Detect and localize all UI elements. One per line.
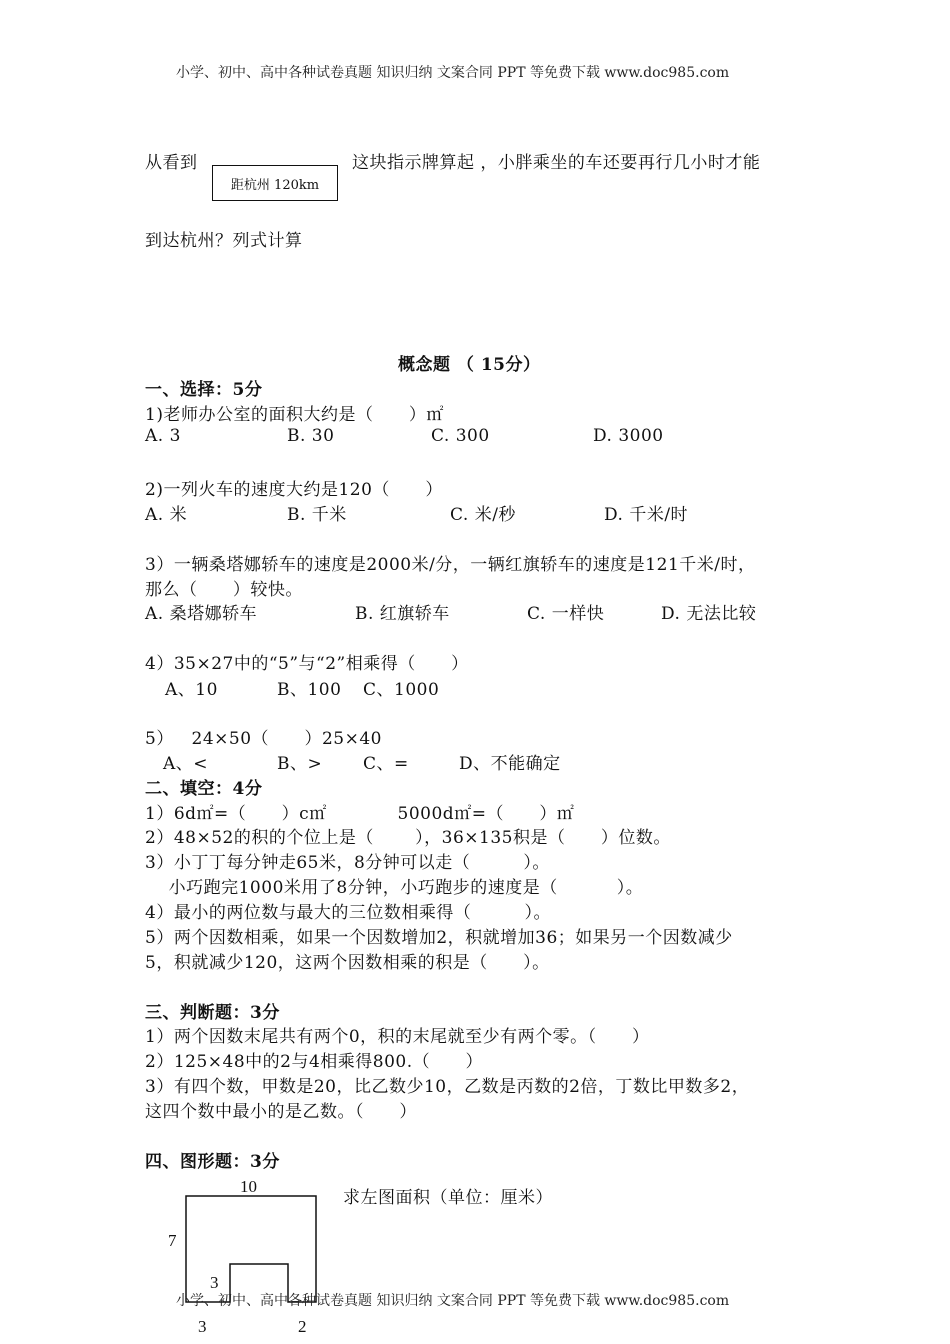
q1-stem: 1)老师办公室的面积大约是（ ）㎡ bbox=[145, 405, 444, 425]
concept-title: 概念题 （ 15分） bbox=[398, 355, 541, 375]
figure-prompt: 求左图面积（单位：厘米） bbox=[343, 1188, 553, 1208]
q4-option-b: B、100 bbox=[277, 680, 342, 700]
q3-stem2: 那么（ ）较快。 bbox=[145, 580, 303, 600]
q2-option-a: A. 米 bbox=[145, 505, 188, 525]
figure-label-left: 7 bbox=[168, 1231, 177, 1250]
fill-line-4: 小巧跑完1000米用了8分钟，小巧跑步的速度是（ ）。 bbox=[145, 878, 644, 898]
figure-outline bbox=[186, 1196, 316, 1302]
fill-line-5: 4）最小的两位数与最大的三位数相乘得（ ）。 bbox=[145, 903, 551, 923]
q1-option-b: B. 30 bbox=[287, 426, 335, 446]
judge-line-3: 3）有四个数，甲数是20，比乙数少10，乙数是丙数的2倍，丁数比甲数多2， bbox=[145, 1077, 750, 1097]
page-header: 小学、初中、高中各种试卷真题 知识归纳 文案合同 PPT 等免费下载 www.doc985.com bbox=[176, 65, 730, 81]
fill-line-1: 1）6d㎡=（ ）c㎡ 5000d㎡=（ ）㎡ bbox=[145, 804, 575, 824]
intro-post-sign: 这块指示牌算起 ，小胖乘坐的车还要再行几小时才能 bbox=[352, 153, 761, 173]
q4-option-a: A、10 bbox=[165, 680, 218, 700]
q4-option-c: C、1000 bbox=[363, 680, 440, 700]
q3-option-a: A. 桑塔娜轿车 bbox=[145, 604, 258, 624]
fill-line-2: 2）48×52的积的个位上是（ ），36×135积是（ ）位数。 bbox=[145, 828, 671, 848]
intro-pre-sign: 从看到 bbox=[145, 153, 198, 173]
intro-line2: 到达杭州？列式计算 bbox=[145, 231, 303, 251]
figure-label-bottom-right: 2 bbox=[298, 1317, 307, 1336]
distance-sign bbox=[212, 165, 338, 201]
judge-line-1: 1）两个因数末尾共有两个0，积的末尾就至少有两个零。（ ） bbox=[145, 1027, 650, 1047]
distance-sign-text: 距杭州 120km bbox=[230, 177, 320, 193]
section4-title: 四、图形题：3分 bbox=[145, 1152, 280, 1172]
section1-title: 一、选择：5分 bbox=[145, 380, 263, 400]
fill-line-3: 3）小丁丁每分钟走65米，8分钟可以走（ ）。 bbox=[145, 853, 550, 873]
q2-option-b: B. 千米 bbox=[287, 505, 347, 525]
q2-option-c: C. 米/秒 bbox=[450, 505, 516, 525]
fill-line-7: 5，积就减少120，这两个因数相乘的积是（ ）。 bbox=[145, 953, 550, 973]
q5-option-b: B、> bbox=[277, 754, 323, 774]
judge-line-4: 这四个数中最小的是乙数。（ ） bbox=[145, 1102, 417, 1122]
figure-label-bottom-left: 3 bbox=[198, 1317, 207, 1336]
q4-stem: 4）35×27中的“5”与“2”相乘得（ ） bbox=[145, 654, 469, 674]
fill-line-6: 5）两个因数相乘，如果一个因数增加2，积就增加36；如果另一个因数减少 bbox=[145, 928, 733, 948]
section3-title: 三、判断题：3分 bbox=[145, 1003, 280, 1023]
figure-label-top: 10 bbox=[240, 1177, 257, 1196]
page-footer: 小学、初中、高中各种试卷真题 知识归纳 文案合同 PPT 等免费下载 www.doc985.com bbox=[176, 1293, 730, 1309]
q2-option-d: D. 千米/时 bbox=[604, 505, 689, 525]
q3-option-b: B. 红旗轿车 bbox=[355, 604, 450, 624]
q3-stem: 3）一辆桑塔娜轿车的速度是2000米/分，一辆红旗轿车的速度是121千米/时， bbox=[145, 555, 756, 575]
q1-option-d: D. 3000 bbox=[593, 426, 664, 446]
q5-option-d: D、不能确定 bbox=[459, 754, 561, 774]
q5-option-a: A、< bbox=[163, 754, 209, 774]
q3-option-d: D. 无法比较 bbox=[661, 604, 757, 624]
q1-option-c: C. 300 bbox=[431, 426, 490, 446]
q2-stem: 2)一列火车的速度大约是120（ ） bbox=[145, 480, 443, 500]
q1-option-a: A. 3 bbox=[145, 426, 181, 446]
area-figure bbox=[160, 1172, 340, 1344]
section2-title: 二、填空：4分 bbox=[145, 779, 263, 799]
figure-label-inner: 3 bbox=[210, 1273, 219, 1292]
q5-stem: 5） 24×50（ ）25×40 bbox=[145, 729, 382, 749]
q3-option-c: C. 一样快 bbox=[527, 604, 605, 624]
q5-option-c: C、= bbox=[363, 754, 409, 774]
judge-line-2: 2）125×48中的2与4相乘得800.（ ） bbox=[145, 1052, 484, 1072]
